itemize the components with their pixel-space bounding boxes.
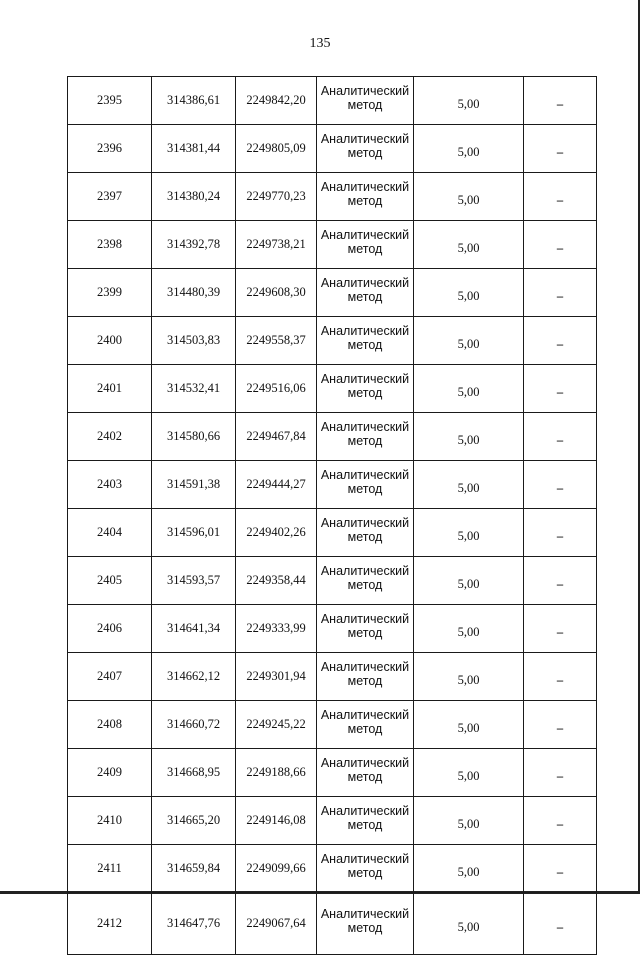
x-coordinate-cell: 314381,44: [152, 125, 236, 173]
table-row: [68, 701, 597, 749]
accuracy-value-cell: 5,00: [414, 365, 524, 413]
accuracy-value-cell: 5,00: [414, 125, 524, 173]
point-number-cell: 2407: [68, 653, 152, 701]
x-coordinate-cell: 314660,72: [152, 701, 236, 749]
method-cell: Аналитический метод: [317, 557, 414, 605]
accuracy-value-cell: 5,00: [414, 509, 524, 557]
y-coordinate-cell: 2249188,66: [236, 749, 317, 797]
table-row: [68, 77, 597, 125]
coordinates-table-body: [68, 77, 597, 955]
method-cell: Аналитический метод: [317, 893, 414, 955]
x-coordinate-cell: 314480,39: [152, 269, 236, 317]
table-row: [68, 509, 597, 557]
note-cell: –: [524, 125, 597, 173]
accuracy-value-cell: 5,00: [414, 269, 524, 317]
note-cell: –: [524, 653, 597, 701]
method-cell: Аналитический метод: [317, 221, 414, 269]
table-row: [68, 269, 597, 317]
x-coordinate-cell: 314386,61: [152, 77, 236, 125]
x-coordinate-cell: 314593,57: [152, 557, 236, 605]
x-coordinate-cell: 314665,20: [152, 797, 236, 845]
note-cell: –: [524, 509, 597, 557]
point-number-cell: 2405: [68, 557, 152, 605]
accuracy-value-cell: 5,00: [414, 413, 524, 461]
y-coordinate-cell: 2249245,22: [236, 701, 317, 749]
table-row: [68, 749, 597, 797]
accuracy-value-cell: 5,00: [414, 77, 524, 125]
table-row: [68, 125, 597, 173]
y-coordinate-cell: 2249770,23: [236, 173, 317, 221]
y-coordinate-cell: 2249738,21: [236, 221, 317, 269]
table-row: [68, 797, 597, 845]
table-row: [68, 605, 597, 653]
method-cell: Аналитический метод: [317, 317, 414, 365]
note-cell: –: [524, 317, 597, 365]
note-cell: –: [524, 701, 597, 749]
y-coordinate-cell: 2249842,20: [236, 77, 317, 125]
point-number-cell: 2402: [68, 413, 152, 461]
note-cell: –: [524, 221, 597, 269]
note-cell: –: [524, 845, 597, 893]
point-number-cell: 2401: [68, 365, 152, 413]
point-number-cell: 2410: [68, 797, 152, 845]
note-cell: –: [524, 173, 597, 221]
x-coordinate-cell: 314659,84: [152, 845, 236, 893]
y-coordinate-cell: 2249805,09: [236, 125, 317, 173]
x-coordinate-cell: 314503,83: [152, 317, 236, 365]
note-cell: –: [524, 269, 597, 317]
table-row: [68, 413, 597, 461]
note-cell: –: [524, 461, 597, 509]
table-row: [68, 893, 597, 955]
table-row: [68, 365, 597, 413]
note-cell: –: [524, 749, 597, 797]
table-row: [68, 173, 597, 221]
x-coordinate-cell: 314668,95: [152, 749, 236, 797]
y-coordinate-cell: 2249467,84: [236, 413, 317, 461]
y-coordinate-cell: 2249333,99: [236, 605, 317, 653]
y-coordinate-cell: 2249608,30: [236, 269, 317, 317]
x-coordinate-cell: 314641,34: [152, 605, 236, 653]
method-cell: Аналитический метод: [317, 653, 414, 701]
accuracy-value-cell: 5,00: [414, 461, 524, 509]
table-row: [68, 845, 597, 893]
point-number-cell: 2397: [68, 173, 152, 221]
note-cell: –: [524, 77, 597, 125]
x-coordinate-cell: 314580,66: [152, 413, 236, 461]
y-coordinate-cell: 2249444,27: [236, 461, 317, 509]
method-cell: Аналитический метод: [317, 701, 414, 749]
note-cell: –: [524, 365, 597, 413]
accuracy-value-cell: 5,00: [414, 653, 524, 701]
point-number-cell: 2409: [68, 749, 152, 797]
y-coordinate-cell: 2249558,37: [236, 317, 317, 365]
point-number-cell: 2408: [68, 701, 152, 749]
x-coordinate-cell: 314662,12: [152, 653, 236, 701]
table-row: [68, 557, 597, 605]
method-cell: Аналитический метод: [317, 365, 414, 413]
method-cell: Аналитический метод: [317, 269, 414, 317]
method-cell: Аналитический метод: [317, 749, 414, 797]
table-row: [68, 461, 597, 509]
y-coordinate-cell: 2249146,08: [236, 797, 317, 845]
point-number-cell: 2399: [68, 269, 152, 317]
note-cell: –: [524, 893, 597, 955]
note-cell: –: [524, 797, 597, 845]
point-number-cell: 2403: [68, 461, 152, 509]
method-cell: Аналитический метод: [317, 797, 414, 845]
point-number-cell: 2404: [68, 509, 152, 557]
y-coordinate-cell: 2249402,26: [236, 509, 317, 557]
coordinates-table: [67, 76, 597, 955]
table-row: [68, 221, 597, 269]
point-number-cell: 2406: [68, 605, 152, 653]
y-coordinate-cell: 2249099,66: [236, 845, 317, 893]
accuracy-value-cell: 5,00: [414, 557, 524, 605]
page-number: 135: [309, 36, 331, 51]
accuracy-value-cell: 5,00: [414, 317, 524, 365]
y-coordinate-cell: 2249067,64: [236, 893, 317, 955]
accuracy-value-cell: 5,00: [414, 221, 524, 269]
table-row: [68, 653, 597, 701]
accuracy-value-cell: 5,00: [414, 605, 524, 653]
method-cell: Аналитический метод: [317, 173, 414, 221]
accuracy-value-cell: 5,00: [414, 797, 524, 845]
x-coordinate-cell: 314591,38: [152, 461, 236, 509]
method-cell: Аналитический метод: [317, 605, 414, 653]
accuracy-value-cell: 5,00: [414, 893, 524, 955]
note-cell: –: [524, 413, 597, 461]
x-coordinate-cell: 314596,01: [152, 509, 236, 557]
method-cell: Аналитический метод: [317, 461, 414, 509]
point-number-cell: 2412: [68, 893, 152, 955]
point-number-cell: 2396: [68, 125, 152, 173]
point-number-cell: 2395: [68, 77, 152, 125]
y-coordinate-cell: 2249516,06: [236, 365, 317, 413]
accuracy-value-cell: 5,00: [414, 845, 524, 893]
x-coordinate-cell: 314380,24: [152, 173, 236, 221]
point-number-cell: 2398: [68, 221, 152, 269]
method-cell: Аналитический метод: [317, 845, 414, 893]
note-cell: –: [524, 557, 597, 605]
method-cell: Аналитический метод: [317, 413, 414, 461]
method-cell: Аналитический метод: [317, 77, 414, 125]
point-number-cell: 2400: [68, 317, 152, 365]
x-coordinate-cell: 314392,78: [152, 221, 236, 269]
x-coordinate-cell: 314532,41: [152, 365, 236, 413]
accuracy-value-cell: 5,00: [414, 173, 524, 221]
point-number-cell: 2411: [68, 845, 152, 893]
table-row: [68, 317, 597, 365]
accuracy-value-cell: 5,00: [414, 749, 524, 797]
y-coordinate-cell: 2249301,94: [236, 653, 317, 701]
method-cell: Аналитический метод: [317, 509, 414, 557]
method-cell: Аналитический метод: [317, 125, 414, 173]
accuracy-value-cell: 5,00: [414, 701, 524, 749]
x-coordinate-cell: 314647,76: [152, 893, 236, 955]
note-cell: –: [524, 605, 597, 653]
y-coordinate-cell: 2249358,44: [236, 557, 317, 605]
